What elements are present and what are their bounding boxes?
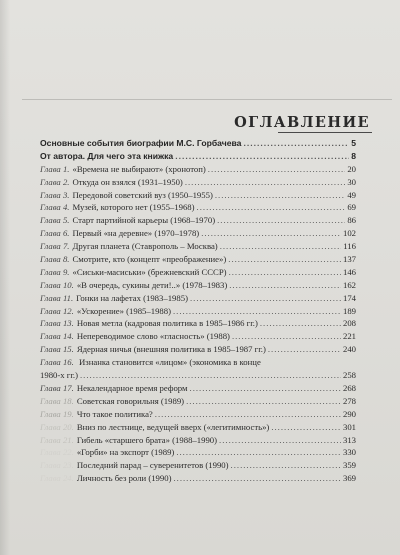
entry-title: «В очередь, сукины дети!..» (1978–1983)	[76, 279, 228, 290]
toc-entry	[40, 137, 356, 150]
dot-leader	[197, 201, 346, 214]
entry-page: 49	[347, 189, 356, 200]
entry-title: Непереводимое слово «гласность» (1988)	[76, 331, 230, 342]
chapter-number: Глава 24.	[40, 473, 74, 484]
toc-entry	[40, 240, 356, 253]
entry-page: 313	[342, 434, 356, 445]
toc-entry	[40, 253, 356, 266]
dot-leader	[260, 317, 341, 330]
entry-page: 290	[342, 408, 356, 419]
chapter-number: Глава 3.	[40, 189, 70, 200]
entry-page: 330	[342, 447, 356, 458]
toc-entry	[40, 446, 356, 459]
entry-page: 8	[351, 150, 356, 161]
chapter-number: Глава 4.	[40, 202, 70, 213]
entry-title: Откуда он взялся (1931–1950)	[72, 176, 183, 187]
entry-page: 359	[342, 460, 356, 471]
top-rule	[22, 99, 392, 100]
chapter-number: Глава 1.	[40, 163, 70, 174]
chapter-number: Глава 9.	[40, 266, 70, 277]
chapter-number: Глава 2.	[40, 176, 70, 187]
entry-page: 116	[343, 241, 356, 252]
toc-entry	[40, 330, 356, 343]
chapter-number: Глава 20.	[40, 421, 74, 432]
dot-leader	[219, 434, 341, 447]
dot-leader	[231, 459, 341, 472]
entry-title: Вниз по лестнице, ведущей вверх («легитимность»)	[76, 421, 270, 432]
entry-title: Музей, которого нет (1955–1968)	[72, 202, 195, 213]
dot-leader	[173, 472, 340, 485]
entry-title: Основные события биографии М.С. Горбачева	[40, 138, 242, 148]
chapter-number: Глава 17.	[40, 382, 74, 393]
entry-title: Последний парад – суверенитетов (1990)	[76, 460, 229, 471]
toc-entry	[40, 279, 356, 292]
entry-page: 268	[342, 382, 356, 393]
dot-leader	[220, 240, 342, 253]
dot-leader	[155, 408, 341, 421]
chapter-number: Глава 13.	[40, 318, 74, 329]
chapter-number: Глава 10.	[40, 279, 74, 290]
entry-title: Передовой советский вуз (1950–1955)	[72, 189, 213, 200]
entry-page: 258	[342, 370, 356, 381]
toc-heading: ОГЛАВЛЕНИЕ	[234, 114, 370, 131]
chapter-number: Глава 7.	[40, 241, 70, 252]
chapter-number: Глава 22.	[40, 447, 74, 458]
dot-leader	[229, 279, 341, 292]
entry-page: 69	[347, 202, 356, 213]
toc-entry	[40, 472, 356, 485]
dot-leader	[208, 163, 346, 176]
entry-page: 189	[342, 305, 356, 316]
toc-entry	[40, 150, 356, 163]
entry-page: 240	[342, 344, 356, 355]
chapter-number: Глава 16.	[40, 357, 74, 368]
entry-title: Гибель «старшего брата» (1988–1990)	[76, 434, 218, 445]
dot-leader	[176, 446, 341, 459]
entry-title: Что такое политика?	[76, 408, 153, 419]
chapter-number: Глава 12.	[40, 305, 74, 316]
entry-page: 369	[342, 473, 356, 484]
dot-leader	[190, 382, 341, 395]
toc-entry	[40, 343, 356, 356]
dot-leader	[80, 369, 341, 382]
entry-page: 30	[347, 176, 356, 187]
entry-page: 174	[342, 292, 356, 303]
entry-title: Некалендарное время реформ	[76, 382, 188, 393]
chapter-number: Глава 8.	[40, 254, 70, 265]
toc-entry	[40, 356, 356, 382]
dot-leader	[243, 137, 349, 150]
entry-title: «Сиськи-масиськи» (брежневский СССР)	[72, 266, 227, 277]
toc-entry	[40, 227, 356, 240]
entry-page: 86	[347, 215, 356, 226]
dot-leader	[229, 266, 341, 279]
toc-entry	[40, 266, 356, 279]
entry-title: Старт партийной карьеры (1968–1970)	[72, 215, 216, 226]
chapter-number: Глава 21.	[40, 434, 74, 445]
spine-shadow	[0, 0, 10, 555]
entry-page: 162	[342, 279, 356, 290]
dot-leader	[232, 330, 341, 343]
entry-title: «Времена не выбирают» (хронотоп)	[72, 163, 206, 174]
dot-leader	[271, 421, 341, 434]
chapter-number: Глава 23.	[40, 460, 74, 471]
entry-title: Изнанка становится «лицом» (экономика в конце	[78, 357, 261, 368]
entry-title: Первый «на деревне» (1970–1978)	[72, 228, 200, 239]
toc-entry	[40, 214, 356, 227]
entry-title: «Горби» на экспорт (1989)	[76, 447, 175, 458]
entry-page: 102	[342, 228, 356, 239]
toc-entry	[40, 434, 356, 447]
entry-page: 137	[342, 254, 356, 265]
chapter-number: Глава 14.	[40, 331, 74, 342]
entry-page: 5	[351, 138, 356, 148]
toc-entry	[40, 201, 356, 214]
dot-leader	[228, 253, 341, 266]
entry-title-continued: 1980-х гг.)	[40, 370, 78, 381]
chapter-number: Глава 18.	[40, 395, 74, 406]
dot-leader	[201, 227, 341, 240]
toc-entry	[40, 459, 356, 472]
entry-page: 20	[347, 163, 356, 174]
toc-entry	[40, 189, 356, 202]
chapter-number: Глава 5.	[40, 215, 70, 226]
toc-entry	[40, 421, 356, 434]
dot-leader	[215, 189, 345, 202]
dot-leader	[190, 292, 341, 305]
chapter-number: Глава 6.	[40, 228, 70, 239]
entry-title: Советская говорильня (1989)	[76, 395, 185, 406]
toc-entry	[40, 292, 356, 305]
entry-page: 208	[342, 318, 356, 329]
toc-entry	[40, 395, 356, 408]
entry-page: 278	[342, 395, 356, 406]
chapter-number: Глава 11.	[40, 292, 74, 303]
toc-entry	[40, 408, 356, 421]
dot-leader	[175, 150, 349, 163]
entry-title: От автора. Для чего эта книжка	[40, 150, 174, 161]
entry-title: Ядерная ничья (внешняя политика в 1985–1987 гг.)	[76, 344, 266, 355]
entry-title: Смотрите, кто (концепт «преображение»)	[72, 254, 227, 265]
entry-title: Новая метла (кадровая политика в 1985–1986 гг.)	[76, 318, 258, 329]
entry-title: Другая планета (Ставрополь – Москва)	[72, 241, 218, 252]
table-of-contents	[40, 137, 356, 485]
chapter-number: Глава 19.	[40, 408, 74, 419]
toc-entry	[40, 176, 356, 189]
dot-leader	[185, 176, 345, 189]
dot-leader	[173, 305, 341, 318]
heading-underline	[278, 132, 372, 133]
entry-title: «Ускорение» (1985–1988)	[76, 305, 171, 316]
toc-entry	[40, 305, 356, 318]
toc-entry	[40, 163, 356, 176]
dot-leader	[217, 214, 345, 227]
entry-title: Гонки на лафетах (1983–1985)	[76, 292, 188, 303]
entry-page: 221	[342, 331, 356, 342]
dot-leader	[186, 395, 341, 408]
chapter-number: Глава 15.	[40, 344, 74, 355]
dot-leader	[268, 343, 341, 356]
entry-title: Личность без роли (1990)	[76, 473, 172, 484]
entry-page: 146	[342, 266, 356, 277]
toc-entry	[40, 317, 356, 330]
toc-entry	[40, 382, 356, 395]
entry-page: 301	[342, 421, 356, 432]
